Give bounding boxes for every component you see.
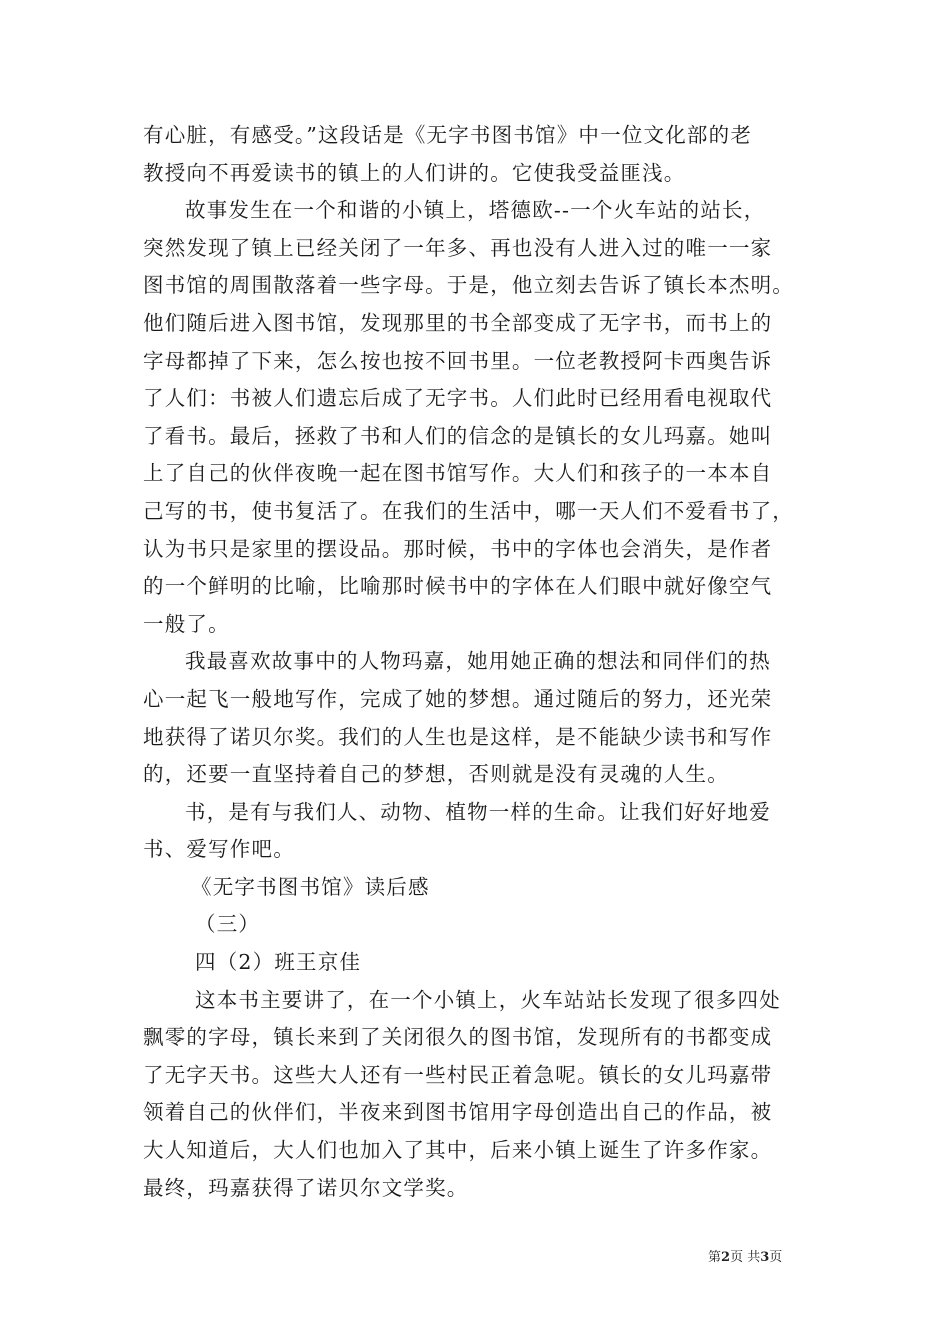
text-line: 的，还要一直坚持着自己的梦想，否则就是没有灵魂的人生。 <box>143 762 729 787</box>
paragraph-start-line: 故事发生在一个和谐的小镇上，塔德欧--一个火车站的站长， <box>185 198 766 223</box>
document-body <box>143 117 813 1207</box>
paragraph-start-line: 这本书主要讲了，在一个小镇上，火车站站长发现了很多四处 <box>195 987 781 1012</box>
text-line: 了无字天书。这些大人还有一些村民正着急呢。镇长的女儿玛嘉带 <box>143 1062 773 1087</box>
text-line: 地获得了诺贝尔奖。我们的人生也是这样，是不能缺少读书和写作 <box>143 724 773 749</box>
total-pages-number: 3 <box>760 1250 770 1265</box>
paragraph-start-line: 我最喜欢故事中的人物玛嘉，她用她正确的想法和同伴们的热 <box>185 649 771 674</box>
text-line: 他们随后进入图书馆，发现那里的书全部变成了无字书，而书上的 <box>143 310 773 335</box>
text-line: 字母都掉了下来，怎么按也按不回书里。一位老教授阿卡西奥告诉 <box>143 348 773 373</box>
text-line: 图书馆的周围散落着一些字母。于是，他立刻去告诉了镇长本杰明。 <box>143 273 794 298</box>
current-page-number: 2 <box>721 1250 731 1265</box>
text-line: 领着自己的伙伴们，半夜来到图书馆用字母创造出自己的作品，被 <box>143 1100 773 1125</box>
text-line: 有心脏，有感受。”这段话是《无字书图书馆》中一位文化部的老 <box>143 123 753 147</box>
text-line: 教授向不再爱读书的镇上的人们讲的。它使我受益匪浅。 <box>143 160 686 185</box>
footer-suffix: 页 <box>769 1250 783 1265</box>
article-title: 《无字书图书馆》读后感 <box>191 874 430 899</box>
article-number: （三） <box>195 912 261 937</box>
article-author: 四（2）班王京佳 <box>195 950 362 975</box>
text-line: 大人知道后，大人们也加入了其中，后来小镇上诞生了许多作家。 <box>143 1138 773 1163</box>
text-line: 一般了。 <box>143 611 230 636</box>
text-line: 的一个鲜明的比喻，比喻那时候书中的字体在人们眼中就好像空气 <box>143 574 773 599</box>
text-line: 认为书只是家里的摆设品。那时候，书中的字体也会消失，是作者 <box>143 536 773 561</box>
text-line: 突然发现了镇上已经关闭了一年多、再也没有人进入过的唯一一家 <box>143 235 773 260</box>
footer-middle: 页 共 <box>730 1250 761 1265</box>
page-number-footer <box>708 1246 782 1265</box>
text-line: 心一起飞一般地写作，完成了她的梦想。通过随后的努力，还光荣 <box>143 686 773 711</box>
text-line: 最终，玛嘉获得了诺贝尔文学奖。 <box>143 1175 469 1200</box>
text-line: 书、爱写作吧。 <box>143 837 295 862</box>
text-line: 了看书。最后，拯救了书和人们的信念的是镇长的女儿玛嘉。她叫 <box>143 423 773 448</box>
text-line: 上了自己的伙伴夜晚一起在图书馆写作。大人们和孩子的一本本自 <box>143 461 773 486</box>
footer-prefix: 第 <box>708 1250 722 1265</box>
text-line: 了人们：书被人们遗忘后成了无字书。人们此时已经用看电视取代 <box>143 386 773 411</box>
text-line: 己写的书，使书复活了。在我们的生活中，哪一天人们不爱看书了， <box>143 498 794 523</box>
paragraph-start-line: 书，是有与我们人、动物、植物一样的生命。让我们好好地爱 <box>185 799 771 824</box>
text-line: 飘零的字母，镇长来到了关闭很久的图书馆，发现所有的书都变成 <box>143 1025 773 1050</box>
